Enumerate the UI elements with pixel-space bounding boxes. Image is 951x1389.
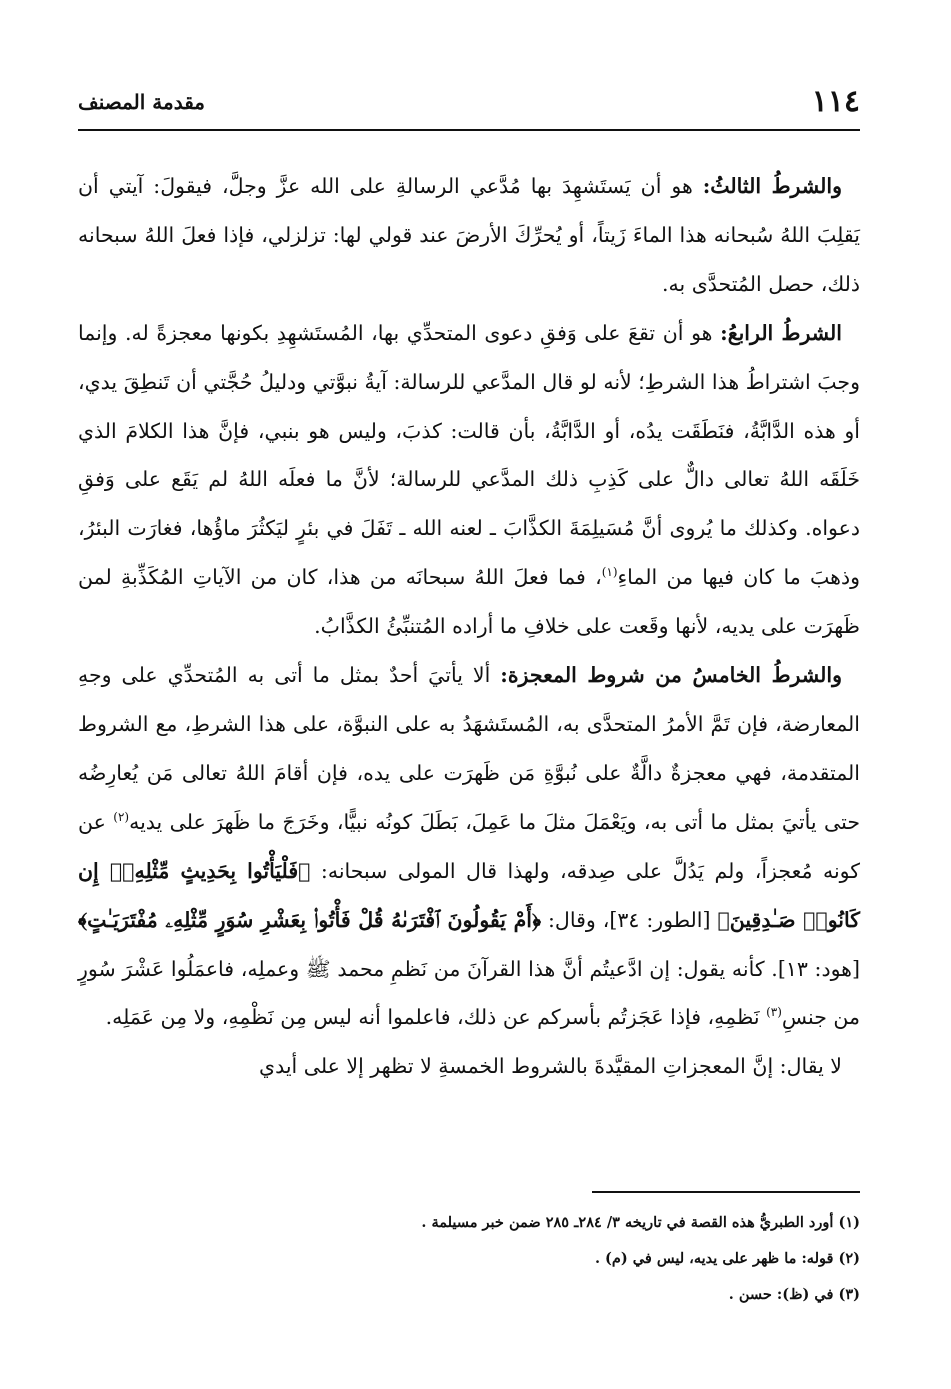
paragraph-text: هو أن يَستَشهِدَ بها مُدَّعي الرسالةِ على الله عزَّ وجلَّ، فيقولَ: آيتي أن يَقلِبَ اللهُ سُبحانه هذا الماءَ زَيتاً، أو يُحرِّكَ الأرضَ عند قولي لها: تزلزلي، فإذا فعلَ اللهُ سبحانه ذلك، حصل المُتحدَّى به. [78,174,860,296]
paragraph-lead: والشرطُ الثالثُ: [702,174,842,198]
page-number: ١١٤ [811,84,860,119]
paragraph-text: نَظمِهِ، فإذا عَجَزتُم بأسركم عن ذلك، فاعلموا أنه ليس مِن نَظْمِهِ، ولا مِن عَمَلِه. [105,1005,767,1030]
paragraph-objection [78,1042,860,1091]
quran-verse: ﴿فَلْيَأْتُوا بِحَدِيثٍ مِّثْلِهِۦٓ إِن كَانُوا۟ صَـٰدِقِينَ﴾ [78,858,861,932]
footnote-1: (١) أورد الطبريُّ هذه القصة في تاريخه ٣/ ٢٨٤ـ ٢٨٥ ضمن خبر مسيلمة . [421,1214,860,1231]
quran-verse: ﴿أَمْ يَقُولُونَ ٱفْتَرَىٰهُ قُلْ فَأْتُوا۟ بِعَشْرِ سُوَرٍ مِّثْلِهِۦ مُفْتَرَيَـٰتٍ﴾ [78,907,542,932]
paragraph-lead: الشرطُ الرابعُ: [720,320,842,345]
paragraph-lead: والشرطُ الخامسُ من شروط المعجزة: [500,663,842,688]
paragraph-text: لا يقال: إنَّ المعجزاتِ المقيَّدةَ بالشروط الخمسةِ لا تظهر إلا على أيدي [259,1054,842,1079]
footnote-2: (٢) قوله: ما ظهر على يديه، ليس في (م) . [594,1250,860,1267]
paragraph-text: عن كونه مُعجزاً، ولم يَدُلَّ على صِدقه، ولهذا قال المولى سبحانه: [78,809,860,883]
paragraph-text: ألا يأتيَ أحدٌ بمثل ما أتى به المُتحدِّي على وجهِ المعارضة، فإن تَمَّ الأمرُ المتحدَّى به، المُستَشهَدُ به على النبوَّة، على هذا الشرطِ، مع الشروط المتقدمة، فهي معجزةٌ دالَّةٌ على نُبوَّةِ مَن ظَهرَت على يده، فإن أقامَ اللهُ تعالى مَن يُعارِضُه حتى يأتيَ بمثل ما أتى به، ويَعْمَلَ مثلَ ما عَمِلَ، بَطَلَ كونُه نبيًّا، وخَرَجَ ما ظَهرَ على يديه [78,663,860,834]
running-title: مقدمة المصنف [78,90,206,114]
verse-reference: [هود: ١٣]. كأنه يقول: إن ادَّعيتُم أنَّ هذا القرآنَ من نَظمِ محمد ﷺ وعملِه، فاعمَلُوا عَشْرَ سُورٍ من جنسِ [78,956,860,1030]
header-rule [78,129,860,131]
paragraph-text: ، فما فعلَ اللهُ سبحانَه من هذا، كان من الآياتِ المُكَذِّبةِ لمن ظَهرَت على يديه، لأنها وقَعت على خلافِ ما أراده المُتنبِّئُ الكذَّابُ. [78,565,860,639]
footnotes [78,1205,860,1313]
footnote-marker: (٢) [113,809,130,824]
paragraph-third-condition [78,162,860,309]
paragraph-text: هو أن تقعَ على وَفقِ دعوى المتحدِّي بها، المُستَشهِدِ بكونها معجزةً له. وإنما وجبَ اشتراطُ هذا الشرطِ؛ لأنه لو قال المدَّعي للرسالة: آيةُ نبوَّتي ودليلُ حُجَّتي أن تَنطِقَ يدي، أو هذه الدَّابَّةُ، فنَطَقَت يدُه، أو الدَّابَّةُ، بأن قالت: كذبَ، وليس هو بنبي، فإنَّ هذا الكلامَ الذي خَلَقَه اللهُ تعالى دالٌّ على كَذِبِ ذلك المدَّعي للرسالة؛ لأنَّ ما فعلَه اللهُ لم يَقَع على وَفقِ دعواه. وكذلك ما يُروى أنَّ مُسَيلِمَةَ الكذَّابَ ـ لعنه الله ـ تَفَلَ في بئرٍ ليَكثُرَ ماؤُها، فغارَت البئرُ، وذهبَ ما كان فيها من الماءِ [78,320,860,590]
footnote-marker: (١) [601,565,618,580]
main-text [78,162,860,1091]
page-header [78,82,860,126]
paragraph-fifth-condition [78,651,860,1042]
footnote-3: (٣) في (ظ): حسن . [728,1286,860,1303]
footnote-rule [592,1191,860,1193]
footnote-marker: (٣) [766,1005,782,1020]
verse-reference: [الطور: ٣٤]، وقال: [541,907,718,932]
paragraph-fourth-condition [78,309,860,651]
